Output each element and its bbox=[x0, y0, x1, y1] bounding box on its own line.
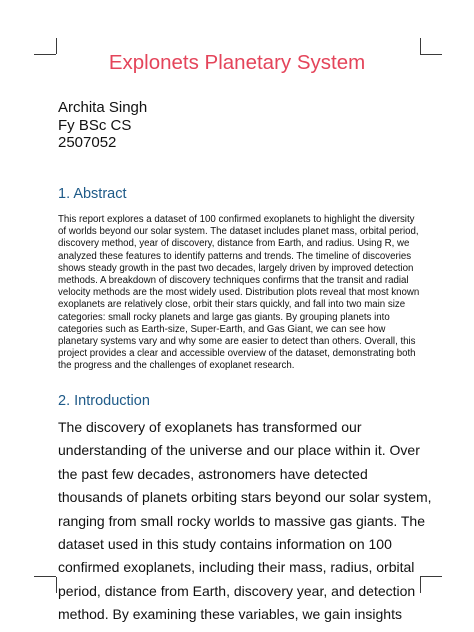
document-title: Explonets Planetary System bbox=[108, 51, 366, 74]
crop-mark-bottom-left bbox=[34, 576, 56, 577]
introduction-heading: 2. Introduction bbox=[58, 393, 150, 409]
author-id: 2507052 bbox=[58, 134, 117, 151]
abstract-heading: 1. Abstract bbox=[58, 186, 127, 202]
author-class: Fy BSc CS bbox=[58, 116, 132, 134]
crop-mark-bottom-left bbox=[56, 577, 57, 593]
introduction-body: The discovery of exoplanets has transformed our understanding of the universe and our place within it. Over the past few decades, astronomers have detected thousands of planets orbiting stars beyond our solar system, ranging from small rocky worlds to massive gas giants. The dataset used in this study contains information on 100 confirmed exoplanets, including their mass, radius, orbital period, distance from Earth, discovery year, and detection method. By examining these variables, we gain insights bbox=[58, 419, 432, 623]
author-name: Archita Singh bbox=[58, 99, 148, 116]
abstract-body: This report explores a dataset of 100 confirmed exoplanets to highlight the diversity of worlds beyond our solar system. The dataset includes planet mass, orbital period, discovery method, year of discovery, distance from Earth, and radius. Using R, we analyzed these features to identify patterns and trends. The timeline of discoveries shows steady growth in the past two decades, largely driven by improved detection methods. A breakdown of discovery techniques confirms that the transit and radial velocity methods are the most widely used. Distribution plots reveal that most known exoplanets are relatively close, orbit their stars quickly, and fall into two main size categories: small rocky planets and large gas giants. By grouping planets into categories such as Earth-size, Super-Earth, and Gas Giant, we can see how planetary systems vary and why some are easier to detect than others. Overall, this project provides a clear and accessible overview of the dataset, demonstrating both the progress and the challenges of exoplanet research. bbox=[58, 214, 420, 372]
author-block bbox=[58, 99, 147, 152]
